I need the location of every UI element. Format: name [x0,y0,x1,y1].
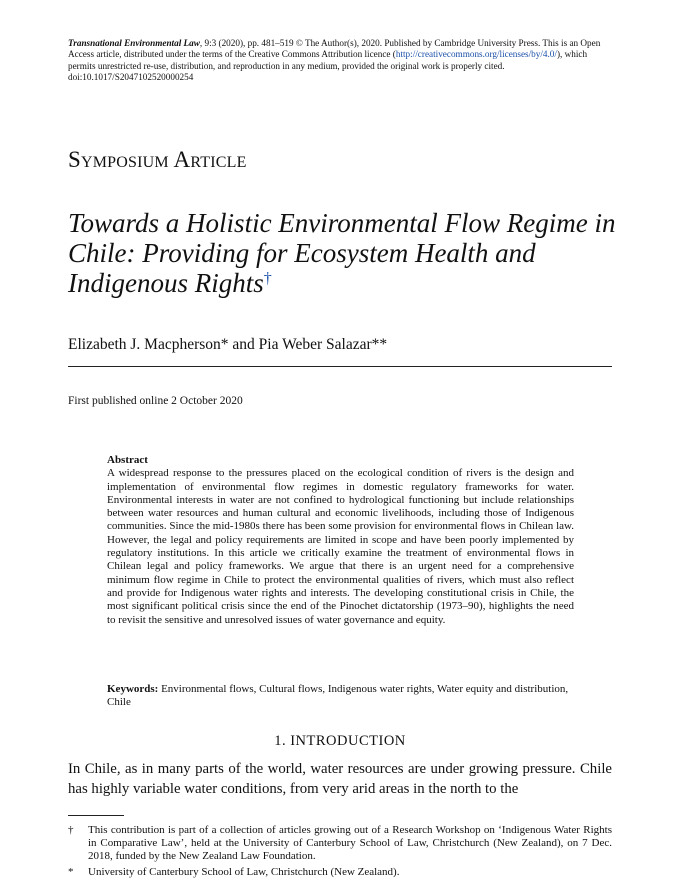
abstract [107,454,574,627]
body-paragraph: In Chile, as in many parts of the world, water resources are under growing pressure. Chile has highly variable water conditions, from very arid areas in the north to the [68,761,612,797]
authors: Elizabeth J. Macpherson* and Pia Weber Salazar** [68,336,388,353]
title-divider [68,366,612,367]
footnote [68,824,612,862]
journal-name: Transnational Environmental Law [68,38,200,48]
footnote-text: University of Canterbury School of Law, Christchurch (New Zealand). [88,866,400,878]
license-text-suffix: ), which permits unrestricted re-use, distribution, and reproduction in any medium, provided the original work is properly cited. [68,49,588,71]
title-text: Towards a Holistic Environmental Flow Regime in Chile: Providing for Ecosystem Health and Indigenous Rights [68,208,616,298]
doi: doi:10.1017/S2047102520000254 [68,72,194,83]
section-heading: 1. INTRODUCTION [274,733,406,749]
license-text: This is an Open Access article, distributed under the terms of the Creative Commons Attribution licence ( [68,38,601,60]
footnote [68,866,612,879]
footnote-divider [68,815,124,816]
footnote-symbol: † [68,824,74,836]
article-type: Symposium Article [68,147,247,172]
abstract-heading: Abstract [107,454,148,466]
license-link[interactable]: http://creativecommons.org/licenses/by/4.0/ [395,49,557,60]
citation: , 9:3 (2020), pp. 481–519 © The Author(s), 2020. Published by Cambridge University Press. [199,38,541,48]
article-title [68,208,628,298]
title-footnote-link[interactable]: † [263,270,272,287]
keywords-text: Environmental flows, Cultural flows, Indigenous water rights, Water equity and distribution, Chile [107,683,569,709]
journal-header [68,38,616,84]
footnote-symbol: * [68,866,74,878]
publication-date: First published online 2 October 2020 [68,395,243,407]
keywords [107,683,574,710]
footnote-text: This contribution is part of a collection of articles growing out of a Research Workshop on ‘Indigenous Water Rights in Comparative Law’, held at the University of Canterbury School of Law, Christchurch (New Zealand), on 7 Dec. 2018, funded by the New Zealand Law Foundation. [88,824,612,862]
abstract-text: A widespread response to the pressures placed on the ecological condition of rivers is the design and implementation of environmental flow regimes in domestic regulatory frameworks for water. Environmental interests in water are not confined to hydrological functioning but include relationships between water resources and human cultural and economic livelihoods, including those of Indigenous communities. Since the mid-1980s there has been some provision for environmental flows in Chilean law. However, the legal and policy requirements are limited in scope and have been poorly implemented by regulatory institutions. In this article we critically examine the treatment of environmental flows in Chilean legal and policy frameworks. We argue that there is an urgent need for a comprehensive minimum flow regime in Chile to protect the environmental qualities of rivers, which must also reflect and provide for Indigenous water rights and interests. The developing constitutional crisis in Chile, the most significant political crisis since the end of the Pinochet dictatorship (1973–90), highlights the need to revisit the sensitive and unresolved issues of water governance and equity. [107,467,574,626]
keywords-label: Keywords: [107,683,159,695]
